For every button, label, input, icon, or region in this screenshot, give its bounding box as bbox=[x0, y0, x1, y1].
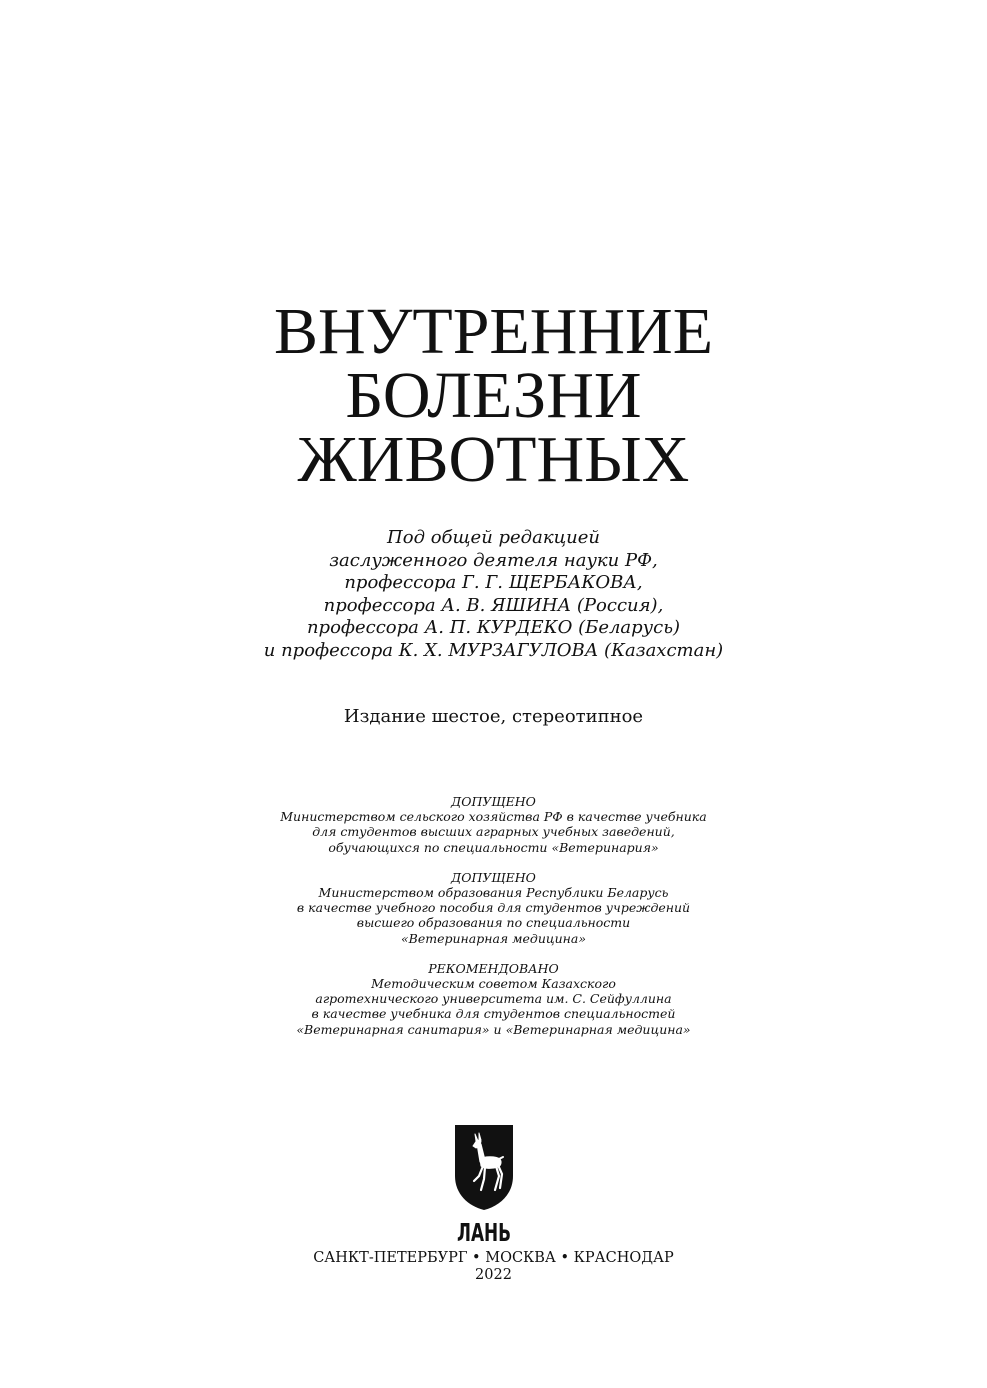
title-line: ЖИВОТНЫХ bbox=[297, 423, 690, 496]
doe-shield-logo-icon bbox=[454, 1124, 514, 1247]
editors-line: профессора А. В. ЯШИНА (Россия), bbox=[323, 594, 664, 616]
approval-heading: ДОПУЩЕНО bbox=[451, 794, 536, 809]
approvals-section bbox=[0, 794, 987, 1052]
approval-line: агротехнического университета им. С. Сейфуллина bbox=[315, 991, 672, 1007]
publication-year: 2022 bbox=[475, 1267, 512, 1283]
approval-line: для студентов высших аграрных учебных заведений, bbox=[312, 824, 675, 840]
logo-text: ЛАНЬ bbox=[457, 1218, 511, 1247]
approval-line: «Ветеринарная санитария» и «Ветеринарная медицина» bbox=[296, 1021, 691, 1037]
approval-block-ministry-agriculture bbox=[0, 794, 987, 855]
editors-block bbox=[0, 527, 987, 662]
approval-line: Министерством образования Республики Беларусь bbox=[318, 885, 669, 901]
approval-heading: ДОПУЩЕНО bbox=[451, 869, 536, 885]
approval-block-kazakh-university bbox=[0, 961, 987, 1037]
approval-block-ministry-education-belarus bbox=[0, 870, 987, 946]
publisher-logo bbox=[454, 1124, 514, 1248]
approval-line: Методическим советом Казахского bbox=[371, 976, 616, 992]
book-title bbox=[0, 295, 987, 496]
publisher-cities: САНКТ-ПЕТЕРБУРГ • МОСКВА • КРАСНОДАР bbox=[313, 1250, 674, 1266]
approval-line: обучающихся по специальности «Ветеринария» bbox=[328, 839, 659, 855]
editors-line: Под общей редакцией bbox=[387, 527, 600, 548]
approval-line: высшего образования по специальности bbox=[356, 915, 631, 931]
editors-line: профессора А. П. КУРДЕКО (Беларусь) bbox=[306, 617, 681, 638]
title-line: ВНУТРЕННИЕ bbox=[273, 295, 714, 368]
edition-note: Издание шестое, стереотипное bbox=[343, 706, 644, 727]
approval-heading: РЕКОМЕНДОВАНО bbox=[428, 960, 559, 976]
editors-line: и профессора К. Х. МУРЗАГУЛОВА (Казахстан) bbox=[263, 639, 724, 661]
approval-line: «Ветеринарная медицина» bbox=[401, 930, 586, 946]
title-line: БОЛЕЗНИ bbox=[345, 359, 642, 432]
editors-line: заслуженного деятеля науки РФ, bbox=[329, 549, 658, 571]
approval-line: Министерством сельского хозяйства РФ в качестве учебника bbox=[280, 809, 707, 825]
approval-line: в качестве учебного пособия для студентов учреждений bbox=[296, 900, 691, 916]
editors-line: профессора Г. Г. ЩЕРБАКОВА, bbox=[344, 572, 643, 593]
approval-line: в качестве учебника для студентов специальностей bbox=[311, 1006, 676, 1022]
